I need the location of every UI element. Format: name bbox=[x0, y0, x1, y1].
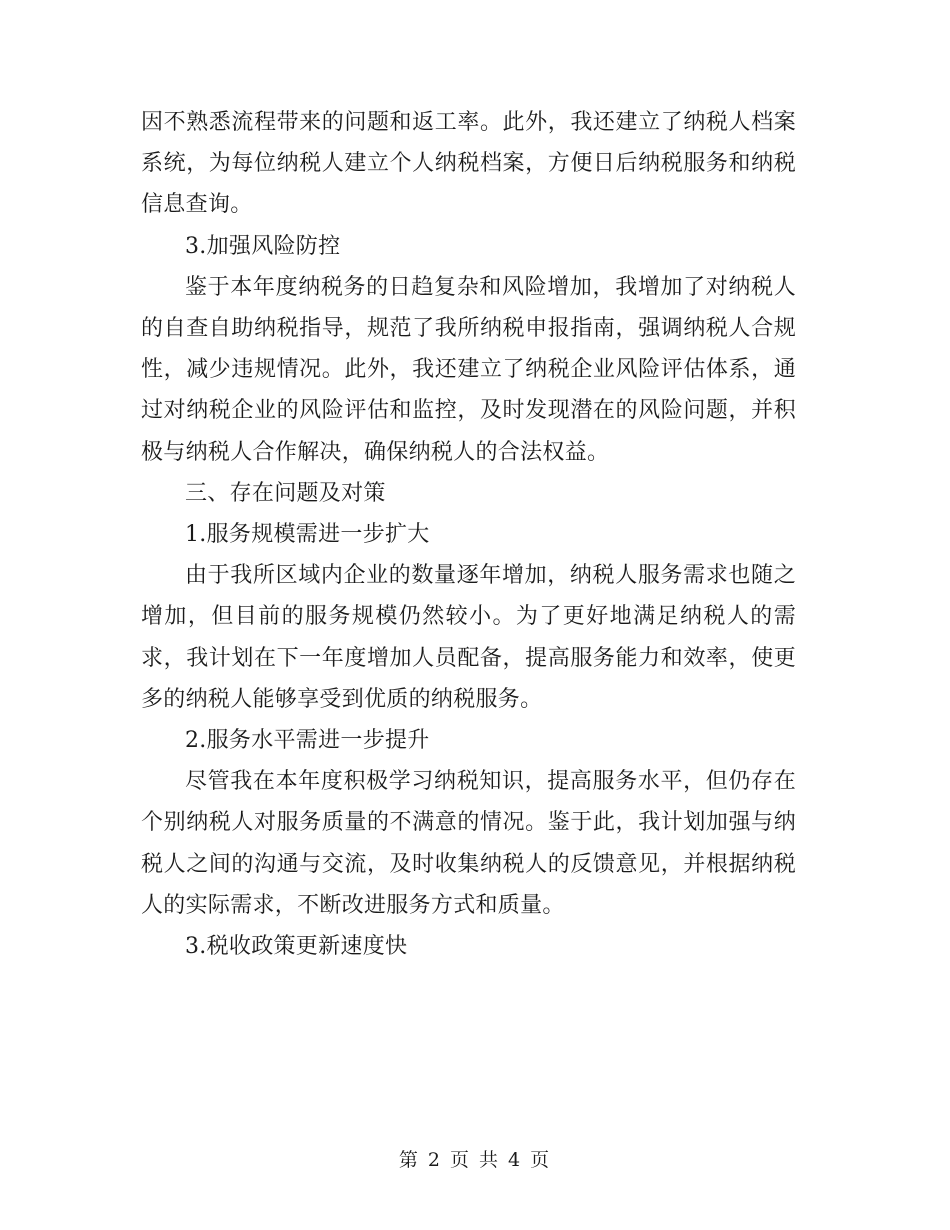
paragraph-service-scale: 由于我所区域内企业的数量逐年增加，纳税人服务需求也随之增加，但目前的服务规模仍然较小。为了更好地满足纳税人的需求，我计划在下一年度增加人员配备，提高服务能力和效率，使更多的纳税人能够享受到优质的纳税服务。 bbox=[141, 563, 796, 712]
paragraph-service-level: 尽管我在本年度积极学习纳税知识，提高服务水平，但仍存在个别纳税人对服务质量的不满意的情况。鉴于此，我计划加强与纳税人之间的沟通与交流，及时收集纳税人的反馈意见，并根据纳税人的实际需求，不断改进服务方式和质量。 bbox=[141, 769, 796, 918]
heading-problems-countermeasures: 三、存在问题及对策 bbox=[185, 480, 386, 506]
document-body bbox=[141, 102, 796, 967]
heading-service-scale: 1.服务规模需进一步扩大 bbox=[185, 522, 430, 548]
heading-tax-policy: 3.税收政策更新速度快 bbox=[185, 934, 408, 960]
paragraph-archive-system: 因不熟悉流程带来的问题和返工率。此外，我还建立了纳税人档案系统，为每位纳税人建立个人纳税档案，方便日后纳税服务和纳税信息查询。 bbox=[141, 110, 796, 218]
paragraph-risk-control: 鉴于本年度纳税务的日趋复杂和风险增加，我增加了对纳税人的自查自助纳税指导，规范了我所纳税申报指南，强调纳税人合规性，减少违规情况。此外，我还建立了纳税企业风险评估体系，通过对纳税企业的风险评估和监控，及时发现潜在的风险问题，并积极与纳税人合作解决，确保纳税人的合法权益。 bbox=[141, 274, 796, 465]
heading-service-level: 2.服务水平需进一步提升 bbox=[185, 728, 430, 754]
heading-risk-control: 3.加强风险防控 bbox=[185, 233, 341, 259]
page-number: 第 2 页 共 4 页 bbox=[398, 1149, 552, 1171]
